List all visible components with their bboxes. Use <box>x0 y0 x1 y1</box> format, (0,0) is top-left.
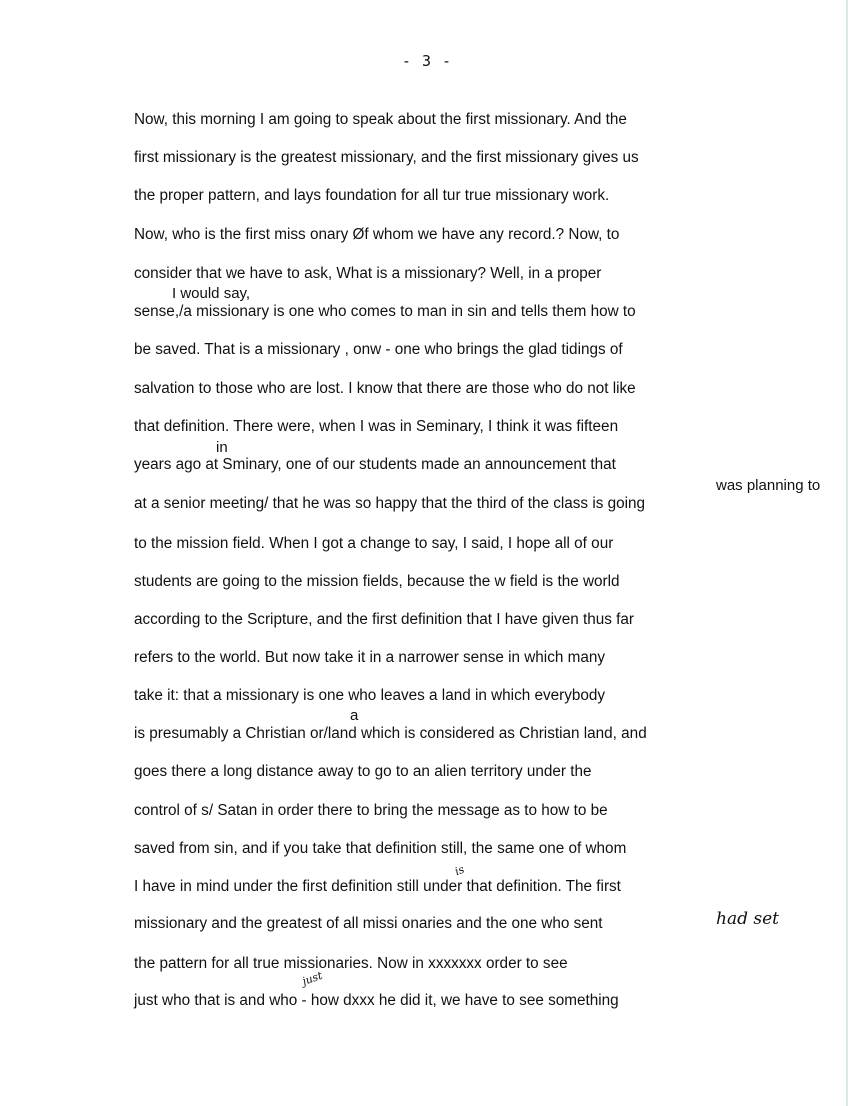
insertion-a: a <box>350 707 359 724</box>
text-line-11: at a senior meeting/ that he was so happy that the third of the class is going <box>134 495 646 512</box>
text-line-16: take it: that a missionary is one who leaves a land in which everybody <box>134 687 606 704</box>
text-line-7: be saved. That is a missionary , onw - one who brings the glad tidings of <box>134 341 623 358</box>
text-line-17: is presumably a Christian or/land which is considered as Christian land, and <box>134 725 647 742</box>
insertion-in: in <box>216 439 228 456</box>
text-line-23: the pattern for all true missionaries. Now in xxxxxxx order to see <box>134 955 568 972</box>
insertion-i-would-say: I would say, <box>172 285 251 302</box>
text-line-5: consider that we have to ask, What is a missionary? Well, in a proper <box>134 265 602 282</box>
insertion-was-planning-to: was planning to <box>716 477 821 494</box>
text-line-6: sense,/a missionary is one who comes to man in sin and tells them how to <box>134 303 636 320</box>
text-line-10: years ago at Sminary, one of our students made an announcement that <box>134 456 616 473</box>
text-line-3: the proper pattern, and lays foundation for all tur true missionary work. <box>134 187 610 204</box>
text-line-24: just who that is and who - how dxxx he did it, we have to see something <box>134 992 619 1009</box>
handwritten-is: is <box>453 862 467 879</box>
text-line-1: Now, this morning I am going to speak about the first missionary. And the <box>134 111 627 128</box>
page-number: - 3 - <box>401 52 453 70</box>
text-line-8: salvation to those who are lost. I know that there are those who do not like <box>134 380 636 397</box>
text-line-15: refers to the world. But now take it in a narrower sense in which many <box>134 649 606 666</box>
text-line-21: I have in mind under the first definition still under that definition. The first <box>134 878 621 895</box>
text-line-2: first missionary is the greatest missionary, and the first missionary gives us <box>134 149 639 166</box>
handwritten-just: just <box>300 968 325 989</box>
text-line-9: that definition. There were, when I was in Seminary, I think it was fifteen <box>134 418 619 435</box>
text-line-12: to the mission field. When I got a change to say, I said, I hope all of our <box>134 535 614 552</box>
text-line-4: Now, who is the first miss onary Øf whom we have any record.? Now, to <box>134 226 620 243</box>
text-line-19: control of s/ Satan in order there to bring the message as to how to be <box>134 802 608 819</box>
handwritten-had-set: had set <box>716 909 779 929</box>
text-line-20: saved from sin, and if you take that definition still, the same one of whom <box>134 840 627 857</box>
text-line-22: missionary and the greatest of all missi onaries and the one who sent <box>134 915 603 932</box>
text-line-13: students are going to the mission fields, because the w field is the world <box>134 573 620 590</box>
text-line-18: goes there a long distance away to go to an alien territory under the <box>134 763 592 780</box>
page-edge-mark <box>846 0 848 1106</box>
text-line-14: according to the Scripture, and the first definition that I have given thus far <box>134 611 634 628</box>
